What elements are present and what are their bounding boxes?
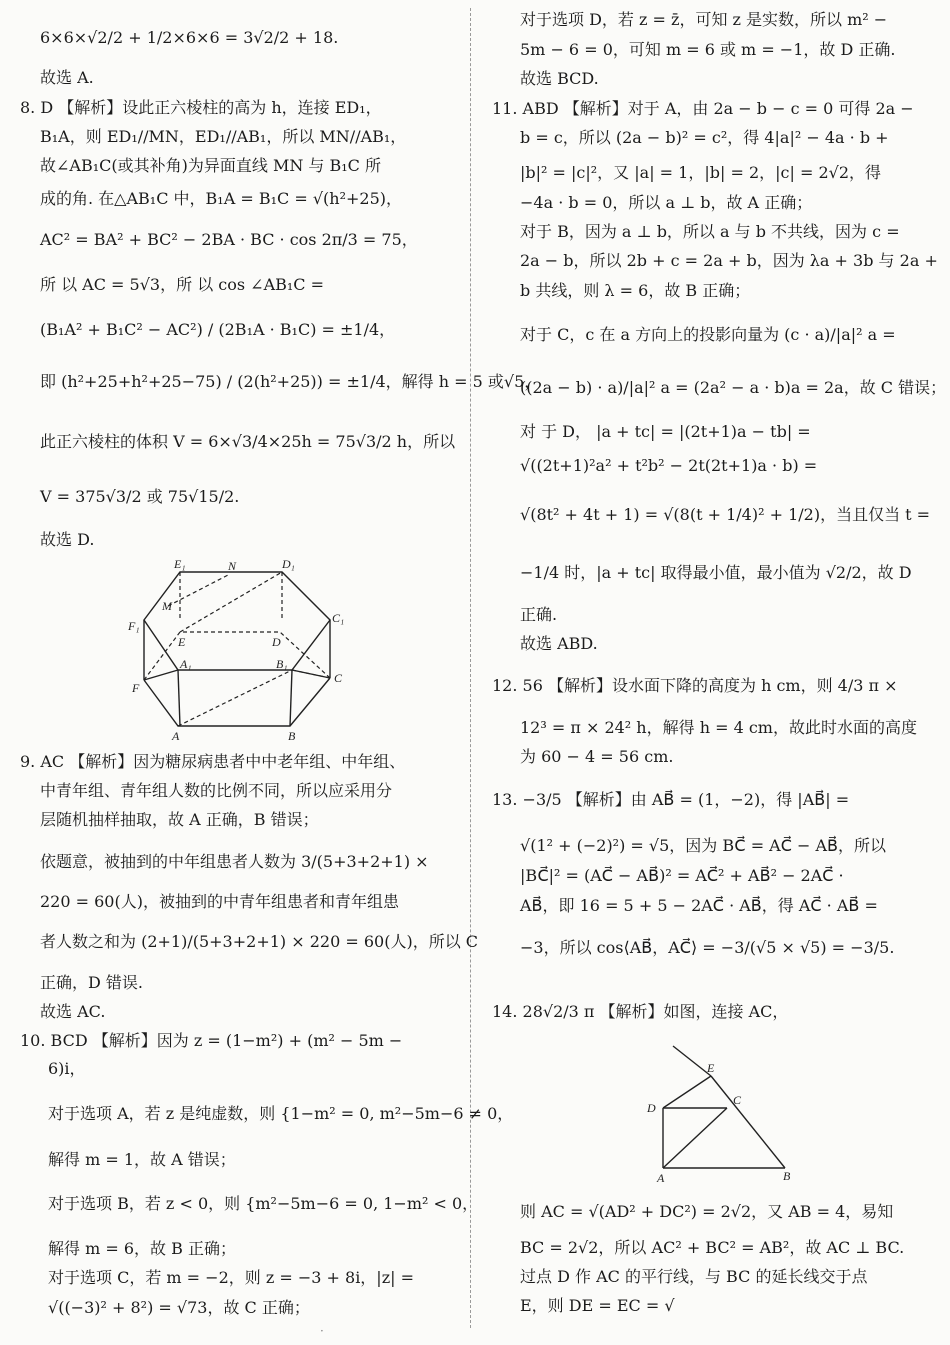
text-line: 对于 B，因为 a ⊥ b，所以 a 与 b 不共线，因为 c = [520, 222, 900, 241]
text-line: 正确，D 错误. [40, 973, 144, 992]
text-line: 中青年组、青年组人数的比例不同，所以应采用分 [40, 781, 393, 800]
text-line: 8. D 【解析】设此正六棱柱的高为 h，连接 ED₁， [20, 98, 382, 117]
label-A1: A₁ [180, 657, 192, 671]
text-line: 解得 m = 6，故 B 正确； [48, 1239, 236, 1258]
label-F1: F₁ [128, 619, 140, 633]
label-B: B [288, 729, 296, 743]
text-line: 则 AC = √(AD² + DC²) = 2√2，又 AB = 4，易知 [520, 1202, 894, 1221]
text-line: 11. ABD 【解析】对于 A，由 2a − b − c = 0 可得 2a − [492, 99, 914, 118]
text-line: 对于选项 B，若 z < 0，则 {m²−5m−6 = 0, 1−m² < 0， [48, 1194, 479, 1213]
text-line: B₁A，则 ED₁//MN，ED₁//AB₁，所以 MN//AB₁， [40, 127, 407, 146]
text-line: V = 375√3/2 或 75√15/2. [40, 487, 240, 506]
text-line: 此正六棱柱的体积 V = 6×√3/4×25h = 75√3/2 h，所以 [40, 432, 456, 451]
text-line: |BC⃗|² = (AC⃗ − AB⃗)² = AC⃗² + AB⃗² − 2AC⃗ · [520, 866, 844, 885]
text-line: 为 60 − 4 = 56 cm. [520, 747, 674, 766]
trapezoid-figure [645, 1040, 805, 1185]
text-line: 层随机抽样抽取，故 A 正确，B 错误； [40, 810, 319, 829]
label-D: D [647, 1101, 656, 1115]
prism-top-face [144, 572, 330, 670]
text-line: 2a − b，所以 2b + c = 2a + b，因为 λa + 3b 与 2a + [520, 251, 938, 270]
label-D1: D₁ [282, 558, 295, 571]
label-A: A [657, 1171, 665, 1185]
label-N: N [228, 559, 237, 573]
text-line: 6)i， [48, 1059, 86, 1078]
text-line: BC = 2√2，所以 AC² + BC² = AB²，故 AC ⊥ BC. [520, 1238, 905, 1257]
text-line: 10. BCD 【解析】因为 z = (1−m²) + (m² − 5m − [20, 1031, 403, 1050]
text-line: 故选 D. [40, 530, 95, 549]
hexagonal-prism-figure [120, 558, 360, 748]
label-C: C [334, 671, 343, 685]
label-D: D [272, 635, 281, 649]
text-line: 故选 A. [40, 68, 94, 87]
text-line: 14. 28√2/3 π 【解析】如图，连接 AC， [492, 1002, 789, 1021]
text-line: −1/4 时，|a + tc| 取得最小值，最小值为 √2/2，故 D [520, 563, 912, 582]
text-line: 所 以 AC = 5√3，所 以 cos ∠AB₁C = [40, 275, 325, 294]
text-line: 对于选项 D，若 z = z̄，可知 z 是实数，所以 m² − [520, 10, 888, 29]
text-line: 过点 D 作 AC 的平行线，与 BC 的延长线交于点 [520, 1267, 868, 1286]
text-line: 对 于 D， |a + tc| = |(2t+1)a − tb| = [520, 422, 811, 441]
text-line: 12. 56 【解析】设水面下降的高度为 h cm，则 4/3 π × [492, 676, 898, 695]
label-E1: E₁ [174, 558, 186, 571]
text-line: 对于选项 A，若 z 是纯虚数，则 {1−m² = 0, m²−5m−6 ≠ 0， [48, 1104, 514, 1123]
text-line: 对于 C，c 在 a 方向上的投影向量为 (c · a)/|a|² a = [520, 325, 896, 344]
text-line: −3，所以 cos⟨AB⃗，AC⃗⟩ = −3/(√5 × √5) = −3/5. [520, 938, 895, 957]
text-line: −4a · b = 0，所以 a ⊥ b，故 A 正确； [520, 193, 813, 212]
text-line: 对于选项 C，若 m = −2，则 z = −3 + 8i，|z| = [48, 1268, 415, 1287]
text-line: (B₁A² + B₁C² − AC²) / (2B₁A · B₁C) = ±1/4， [40, 320, 396, 339]
text-line: √(8t² + 4t + 1) = √(8(t + 1/4)² + 1/2)，当且仅当 t = [520, 505, 931, 524]
label-C1: C₁ [332, 611, 345, 625]
text-line: √(1² + (−2)²) = √5，因为 BC⃗ = AC⃗ − AB⃗，所以 [520, 836, 887, 855]
text-line: 故选 ABD. [520, 634, 598, 653]
text-line: b = c，所以 (2a − b)² = c²，得 4|a|² − 4a · b + [520, 128, 889, 147]
text-line: 9. AC 【解析】因为糖尿病患者中中老年组、中年组、 [20, 752, 406, 771]
text-line: 即 (h²+25+h²+25−75) / (2(h²+25)) = ±1/4，解得 h = 5 或√5， [40, 372, 541, 391]
label-A: A [172, 729, 180, 743]
text-line: 故选 AC. [40, 1002, 106, 1021]
text-line: b 共线，则 λ = 6，故 B 正确； [520, 281, 751, 300]
text-line: 正确. [520, 605, 558, 624]
text-line: 解得 m = 1，故 A 错误； [48, 1150, 236, 1169]
label-E: E [707, 1061, 715, 1075]
page-footer [0, 1322, 950, 1345]
text-line: 5m − 6 = 0，可知 m = 6 或 m = −1，故 D 正确. [520, 40, 896, 59]
label-M: M [162, 599, 172, 613]
text-line: ((2a − b) · a)/|a|² a = (2a² − a · b)a = 2a，故 C 错误； [520, 378, 947, 397]
text-line: AC² = BA² + BC² − 2BA · BC · cos 2π/3 = 75， [40, 230, 418, 249]
text-line: |b|² = |c|²，又 |a| = 1，|b| = 2，|c| = 2√2，得 [520, 163, 881, 182]
column-divider [470, 8, 471, 1328]
text-line: 者人数之和为 (2+1)/(5+3+2+1) × 220 = 60(人)，所以 C [40, 932, 479, 951]
text-line: √((−3)² + 8²) = √73，故 C 正确； [48, 1298, 310, 1317]
text-line: 依题意，被抽到的中年组患者人数为 3/(5+3+2+1) × [40, 852, 429, 871]
text-line: 6×6×√2/2 + 1/2×6×6 = 3√2/2 + 18. [40, 28, 339, 47]
label-B: B [783, 1169, 791, 1183]
label-C: C [733, 1093, 742, 1107]
text-line: 220 = 60(人)，被抽到的中青年组患者和青年组患 [40, 892, 399, 911]
label-F: F [132, 681, 140, 695]
text-line: 故选 BCD. [520, 69, 599, 88]
text-line: 12³ = π × 24² h，解得 h = 4 cm，故此时水面的高度 [520, 718, 917, 737]
text-line: E，则 DE = EC = √ [520, 1296, 675, 1315]
label-B1: B₁ [276, 657, 288, 671]
footer-text: · [320, 1324, 324, 1338]
text-line: 13. −3/5 【解析】由 AB⃗ = (1，−2)，得 |AB⃗| = [492, 790, 850, 809]
label-E: E [178, 635, 186, 649]
text-line: 故∠AB₁C(或其补角)为异面直线 MN 与 B₁C 所 [40, 156, 382, 175]
text-line: AB⃗，即 16 = 5 + 5 − 2AC⃗ · AB⃗，得 AC⃗ · AB⃗ = [520, 896, 878, 915]
text-line: 成的角. 在△AB₁C 中，B₁A = B₁C = √(h²+25)， [40, 189, 402, 208]
text-line: √((2t+1)²a² + t²b² − 2t(2t+1)a · b) = [520, 456, 818, 475]
